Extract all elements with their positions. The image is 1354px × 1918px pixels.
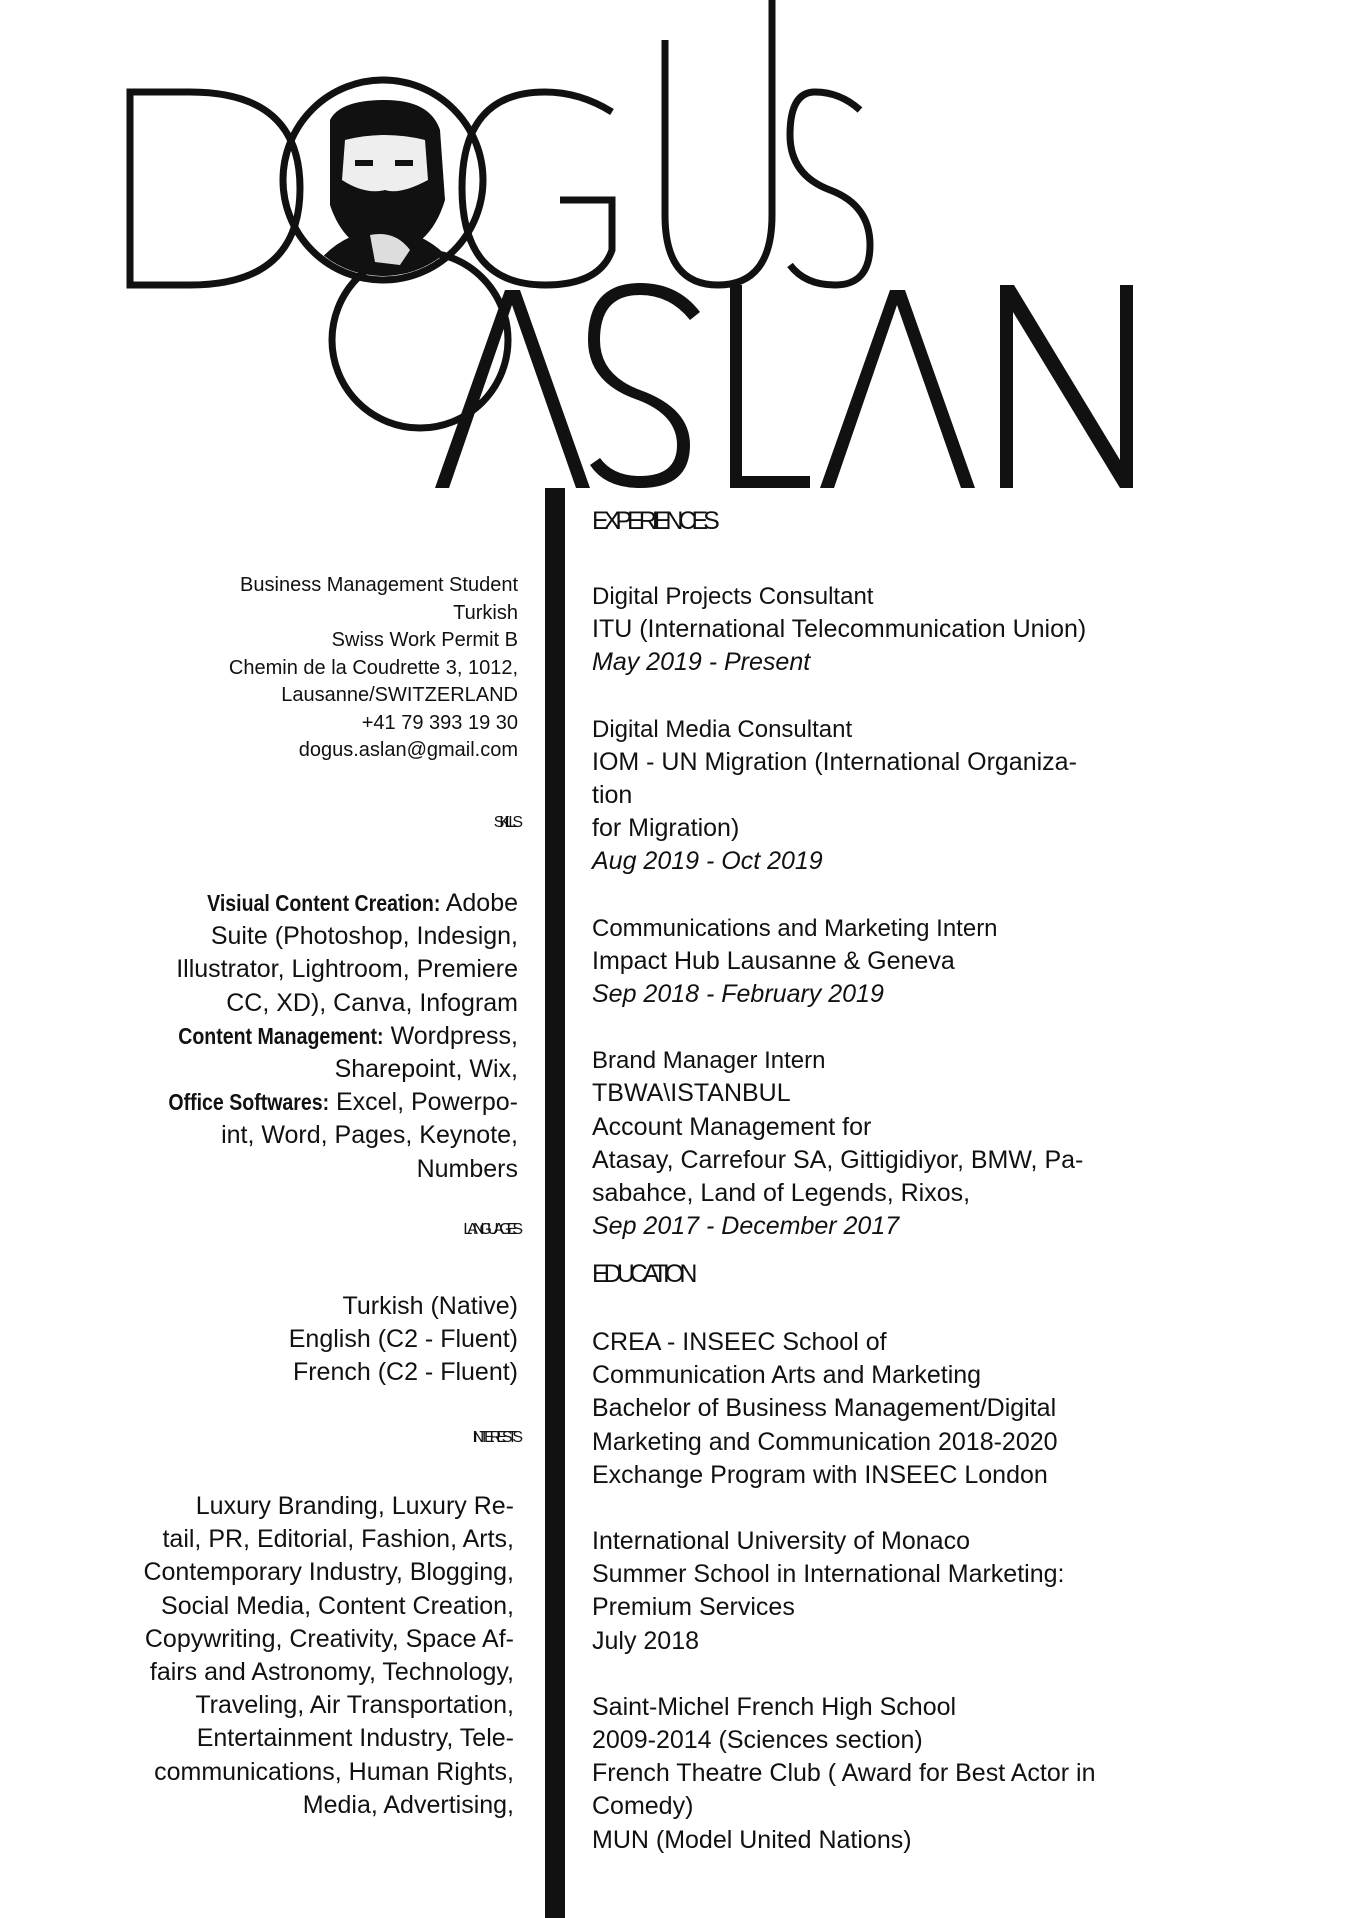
job-entry (592, 912, 1292, 1012)
job-org: Account Management for (592, 1112, 872, 1141)
letter-n (1000, 285, 1133, 488)
interests-list (94, 1490, 514, 1822)
skill-text: Excel, Powerpo- (329, 1088, 518, 1117)
job-role: Digital Media Consultant (592, 715, 853, 743)
language-item: English (C2 - Fluent) (288, 1325, 518, 1354)
skill-label: Visiual Content Creation: (206, 890, 441, 916)
interest-line: Social Media, Content Creation, (161, 1591, 514, 1620)
skill-text: Wordpress, (383, 1021, 518, 1050)
education-line: Exchange Program with INSEEC London (592, 1460, 1048, 1489)
education-line: Communication Arts and Marketing (592, 1361, 982, 1390)
education-entry (592, 1326, 1292, 1492)
letter-u (665, 0, 772, 285)
experiences-list (592, 580, 1292, 1276)
job-org: IOM - UN Migration (International Organiza- (592, 747, 1077, 776)
interest-line: tail, PR, Editorial, Fashion, Arts, (162, 1525, 514, 1554)
language-item: French (C2 - Fluent) (292, 1358, 518, 1387)
education-line: Marketing and Communication 2018-2020 (592, 1427, 1058, 1456)
letter-a2 (820, 290, 975, 488)
education-heading: EDUCATION (592, 1260, 693, 1288)
education-line: Premium Services (592, 1593, 795, 1622)
interest-line: fairs and Astronomy, Technology, (149, 1658, 514, 1687)
education-entry (592, 1525, 1292, 1658)
interest-line: Traveling, Air Transportation, (195, 1691, 514, 1720)
circle-ring (332, 252, 508, 428)
skill-label: Content Management: (178, 1022, 384, 1049)
name-logotype (0, 0, 1354, 520)
letter-d (130, 92, 300, 285)
job-org: tion (592, 781, 633, 810)
education-line: Comedy) (592, 1792, 694, 1821)
skill-text: Numbers (416, 1154, 518, 1183)
job-org: for Migration) (592, 814, 740, 843)
education-entry (592, 1691, 1292, 1857)
skill-text: Sharepoint, Wix, (334, 1055, 518, 1084)
skill-text: int, Word, Pages, Keynote, (221, 1121, 518, 1150)
education-line: International University of Monaco (592, 1527, 970, 1556)
contact-line: Business Management Student (240, 574, 518, 596)
job-org: Impact Hub Lausanne & Geneva (592, 946, 955, 975)
job-role: Digital Projects Consultant (592, 583, 874, 610)
job-date: Aug 2019 - Oct 2019 (592, 847, 823, 876)
education-line: 2009-2014 (Sciences section) (592, 1726, 923, 1755)
experiences-heading: EXPERIENCES (592, 507, 715, 535)
job-date: Sep 2018 - February 2019 (592, 980, 884, 1009)
education-list (592, 1326, 1292, 1890)
job-entry (592, 580, 1292, 680)
interest-line: Media, Advertising, (302, 1790, 514, 1819)
skill-text: Adobe (440, 889, 518, 917)
education-line: MUN (Model United Nations) (592, 1825, 912, 1854)
skills-heading: SKILLS (493, 814, 518, 831)
education-line: French Theatre Club ( Award for Best Actor in (592, 1759, 1096, 1788)
skill-text: Illustrator, Lightroom, Premiere (176, 955, 518, 984)
job-org: TBWA\ISTANBUL (592, 1079, 791, 1108)
language-item: Turkish (Native) (342, 1292, 518, 1320)
contact-line: Turkish (453, 601, 518, 624)
interest-line: Copywriting, Creativity, Space Af- (144, 1624, 514, 1653)
contact-line: Lausanne/SWITZERLAND (281, 684, 518, 706)
job-org: sabahce, Land of Legends, Rixos, (592, 1179, 971, 1208)
languages-list (98, 1290, 518, 1390)
job-entry (592, 713, 1292, 879)
interest-line: Luxury Branding, Luxury Re- (195, 1492, 514, 1520)
job-org: ITU (International Telecommunication Union) (592, 615, 1087, 644)
education-line: CREA - INSEEC School of (592, 1328, 887, 1356)
education-line: Bachelor of Business Management/Digital (592, 1394, 1057, 1423)
letter-l (730, 285, 742, 488)
contact-email: dogus.aslan@gmail.com (298, 739, 518, 761)
interest-line: Contemporary Industry, Blogging, (143, 1558, 514, 1587)
contact-block (98, 572, 518, 765)
job-entry (592, 1044, 1292, 1243)
job-role: Brand Manager Intern (592, 1047, 826, 1075)
job-role: Communications and Marketing Intern (592, 914, 998, 942)
contact-line: Swiss Work Permit B (331, 629, 518, 651)
interest-line: communications, Human Rights, (154, 1757, 514, 1786)
interest-line: Entertainment Industry, Tele- (196, 1724, 514, 1753)
contact-line: Chemin de la Coudrette 3, 1012, (228, 656, 518, 679)
job-org: Atasay, Carrefour SA, Gittigidiyor, BMW, Pa- (592, 1145, 1084, 1174)
skill-label: Office Softwares: (168, 1089, 330, 1116)
letter-s2 (588, 283, 700, 488)
education-line: Summer School in International Marketing: (592, 1560, 1065, 1589)
skill-text: CC, XD), Canva, Infogram (226, 988, 518, 1017)
languages-heading: LANGUAGES (463, 1221, 518, 1238)
skills-list (98, 887, 518, 1186)
education-line: July 2018 (592, 1626, 700, 1655)
letter-a (435, 290, 590, 488)
skill-text: Suite (Photoshop, Indesign, (210, 922, 518, 951)
job-date: May 2019 - Present (592, 648, 811, 677)
education-line: Saint-Michel French High School (592, 1692, 957, 1721)
job-date: Sep 2017 - December 2017 (592, 1212, 900, 1241)
center-divider (545, 488, 565, 1918)
letter-s (790, 92, 870, 285)
contact-phone: +41 79 393 19 30 (361, 711, 518, 734)
interests-heading: INTERESTS (473, 1429, 518, 1446)
